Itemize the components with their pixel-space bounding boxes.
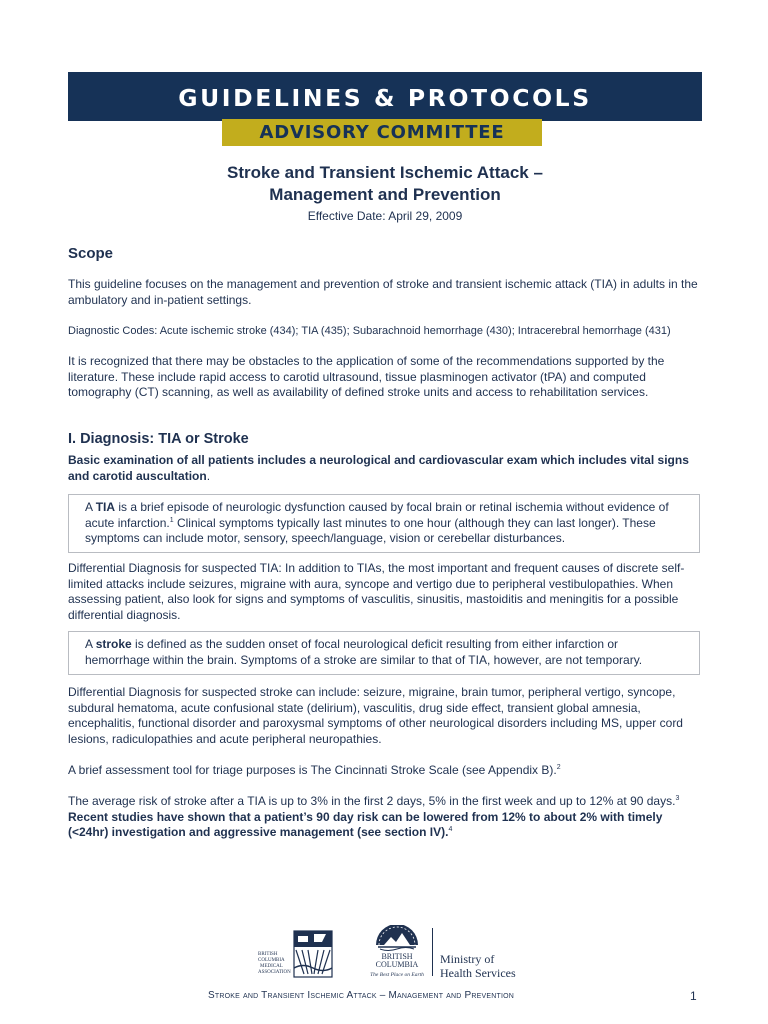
tia-differential-paragraph: Differential Diagnosis for suspected TIA: In addition to TIAs, the most important and frequent causes of discrete self-limited attacks include seizures, migraine with aura, syncope and vertigo due to peripheral vestibulopathies. When assessing patient, also look for signs and symptoms of vasculitis, sinusitis, mastoiditis and meningitis for a possible differential diagnosis. bbox=[68, 561, 685, 623]
svg-text:MEDICAL: MEDICAL bbox=[260, 964, 283, 969]
stroke-differential-paragraph: Differential Diagnosis for suspected stroke can include: seizure, migraine, brain tumor, peripheral vertigo, syncope, subdural hematoma, acute confusional state (delirium), vasculitis, drug side effect, transient global amnesia, encephalitis, functional disorder and paroxysmal symptoms of other neurological disorders including MS, upper cord lesions, radiculopathies and acute peripheral neuropathies. bbox=[68, 685, 683, 747]
ministry-line2: Health Services bbox=[440, 966, 516, 980]
logo-divider bbox=[432, 928, 433, 976]
tia-definition-box bbox=[68, 494, 700, 553]
document-title-line1: Stroke and Transient Ischemic Attack – bbox=[227, 163, 543, 182]
bcma-logo-text: BRITISH bbox=[258, 952, 278, 957]
ministry-line1: Ministry of bbox=[440, 952, 495, 966]
section1-heading bbox=[68, 430, 249, 448]
tia-ref: 1 bbox=[169, 516, 174, 524]
section1-intro-end: . bbox=[206, 468, 211, 483]
diagnostic-codes: Diagnostic Codes: Acute ischemic stroke (434); TIA (435); Subarachnoid hemorrhage (430); Intracerebral hemorrhage (431) bbox=[68, 325, 671, 337]
bc-government-logo bbox=[364, 925, 430, 979]
scope-heading: Scope bbox=[68, 245, 114, 262]
cincinnati-paragraph bbox=[68, 763, 702, 779]
risk-text: The average risk of stroke after a TIA is up to 3% in the first 2 days, 5% in the first week and up to 12% at 90 days. bbox=[68, 794, 676, 808]
cincinnati-text: A brief assessment tool for triage purposes is The Cincinnati Stroke Scale (see Appendix B). bbox=[68, 763, 557, 777]
tia-text-a: is a brief episode of neurologic dysfunction caused by focal brain or retinal ischemia without evidence of acute infarction. bbox=[85, 500, 669, 530]
tia-prefix: A bbox=[85, 500, 96, 514]
cincinnati-ref: 2 bbox=[556, 764, 561, 771]
document-title-line2: Management and Prevention bbox=[269, 185, 501, 204]
effective-date: Effective Date: April 29, 2009 bbox=[307, 209, 463, 223]
section1-intro bbox=[68, 453, 702, 484]
tia-term: TIA bbox=[95, 500, 116, 514]
obstacles-paragraph: It is recognized that there may be obstacles to the application of some of the recommendations supported by the literature. These include rapid access to carotid ultrasound, tissue plasminogen activator (tPA) and computed tomography (CT) scanning, as well as availability of defined stroke units and access to rehabilitation services. bbox=[68, 354, 665, 400]
footer-title-text: Stroke and Transient Ischemic Attack – Management and Prevention bbox=[208, 990, 515, 1001]
stroke-prefix: A bbox=[85, 637, 96, 651]
risk-paragraph bbox=[68, 794, 702, 841]
document-title bbox=[68, 162, 702, 206]
risk-bold-ref: 4 bbox=[448, 826, 453, 834]
footer-title bbox=[208, 990, 514, 1001]
stroke-text: is defined as the sudden onset of focal neurological deficit resulting from either infarction or hemorrhage within the brain. Symptoms of a stroke are similar to that of TIA, however, are not temporary. bbox=[85, 637, 643, 667]
stroke-term: stroke bbox=[95, 637, 132, 651]
header-subtitle: ADVISORY COMMITTEE bbox=[222, 119, 542, 146]
ministry-label bbox=[440, 952, 516, 980]
risk-ref: 3 bbox=[675, 795, 680, 802]
section1-intro-bold: Basic examination of all patients includes a neurological and cardiovascular exam which includes vital signs and carotid auscultation bbox=[68, 453, 689, 483]
bcma-logo bbox=[258, 928, 336, 978]
svg-text:ASSOCIATION: ASSOCIATION bbox=[258, 970, 291, 975]
svg-text:The Best Place on Earth: The Best Place on Earth bbox=[370, 972, 424, 978]
stroke-definition-box bbox=[68, 631, 700, 675]
svg-text:COLUMBIA: COLUMBIA bbox=[258, 958, 285, 963]
scope-paragraph: This guideline focuses on the management and prevention of stroke and transient ischemic attack (TIA) in adults in the ambulatory and in-patient settings. bbox=[68, 277, 698, 307]
tia-text-b: Clinical symptoms typically last minutes to one hour (although they can last longer). These symptoms can include motor, sensory, speech/language, vision or cerebellar disturbances. bbox=[85, 515, 656, 546]
risk-bold-text: Recent studies have shown that a patient’s 90 day risk can be lowered from 12% to about 2% with timely (<24hr) investigation and aggressive management (see section IV). bbox=[68, 809, 663, 840]
header-title: GUIDELINES & PROTOCOLS bbox=[178, 84, 592, 112]
section1-heading-text: I. Diagnosis: TIA or Stroke bbox=[68, 431, 249, 447]
page-number: 1 bbox=[690, 989, 697, 1003]
bc-logo-line1: BRITISH bbox=[381, 952, 413, 961]
svg-text:COLUMBIA: COLUMBIA bbox=[375, 960, 419, 969]
